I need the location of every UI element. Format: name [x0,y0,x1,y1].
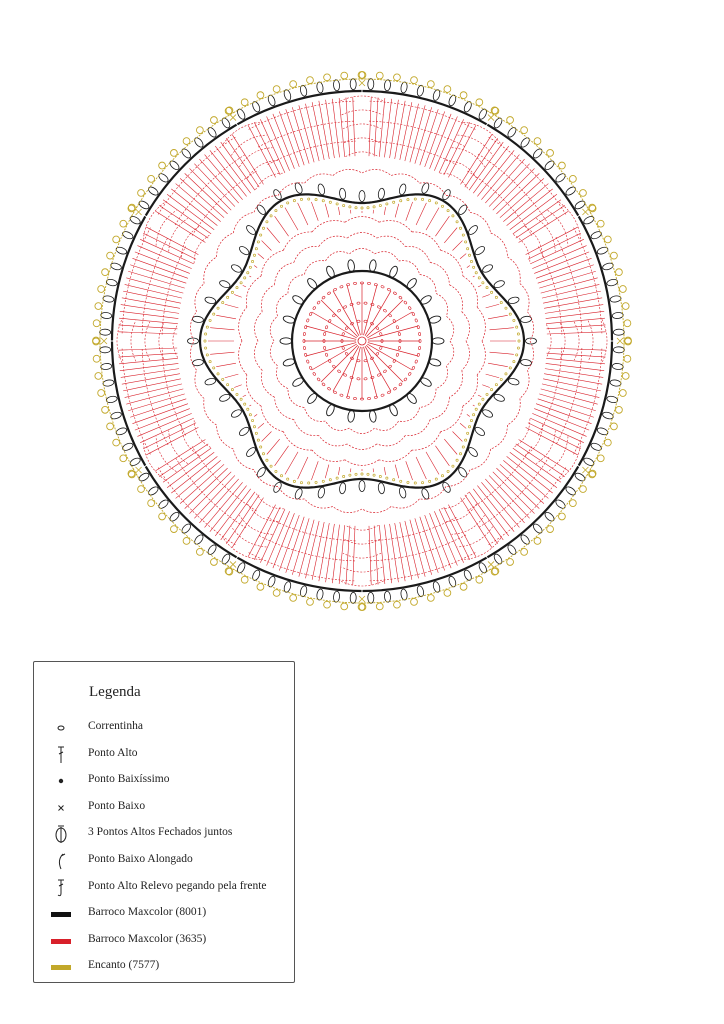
color-swatch-red [48,931,74,951]
legend-label: Ponto Baixo [88,799,146,812]
legend-item-cluster [34,824,294,851]
front-post-dc-icon [48,878,74,898]
single-crochet-icon [48,798,74,818]
legend-item-single-crochet [34,798,294,825]
legend-label: Barroco Maxcolor (3635) [88,932,207,945]
slip-stitch-icon [48,771,74,791]
legend-item-color-gold [34,957,294,984]
legend-item-color-red [34,931,294,958]
legend-item-front-post-dc [34,878,294,905]
legend-list [34,718,294,984]
legend-title: Legenda [89,684,141,700]
chain-icon [48,718,74,738]
legend-item-color-black [34,904,294,931]
cluster-icon [48,824,74,844]
legend-item-long-single-crochet [34,851,294,878]
legend-item-slip-stitch [34,771,294,798]
legend-label: Barroco Maxcolor (8001) [88,906,207,919]
legend-label: Correntinha [88,720,143,732]
double-crochet-icon [48,745,74,765]
legend-item-chain [34,718,294,745]
long-single-crochet-icon [48,851,74,871]
legend-item-double-crochet [34,745,294,772]
color-swatch-gold [48,957,74,977]
legend-label: 3 Pontos Altos Fechados juntos [88,826,233,839]
legend-label: Ponto Baixíssimo [88,773,170,786]
legend-box [33,661,295,983]
legend-label: Ponto Alto Relevo pegando pela frente [88,879,267,892]
legend-label: Ponto Alto [88,746,138,759]
legend-label: Ponto Baixo Alongado [88,852,193,865]
color-swatch-black [48,904,74,924]
legend-label: Encanto (7577) [88,959,160,972]
